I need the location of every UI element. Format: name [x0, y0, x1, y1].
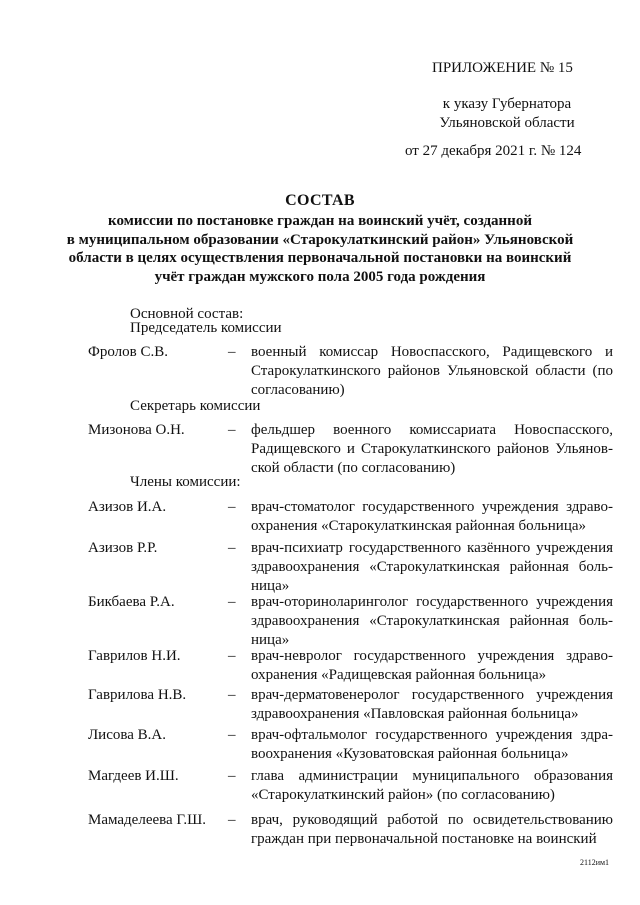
section-members: Члены комиссии:: [130, 474, 241, 490]
member-name: Азизов Р.Р.: [88, 540, 158, 556]
document-title: СОСТАВ: [285, 192, 355, 209]
member-row: [88, 539, 613, 596]
section-main-composition: Основной состав:: [130, 306, 244, 322]
member-name: Бикбаева Р.А.: [88, 594, 175, 610]
decree-date: от 27 декабря 2021 г. № 124: [405, 143, 582, 159]
member-row: [88, 686, 613, 724]
member-description: врач-психиатр государственного казённого учреждения здравоохранения «Старокулаткинская районная больница»: [251, 540, 613, 594]
member-row: [88, 647, 613, 685]
member-row: [88, 726, 613, 764]
member-dash: –: [228, 540, 236, 556]
decree-line: Ульяновской области: [439, 115, 575, 131]
appendix-number: ПРИЛОЖЕНИЕ № 15: [432, 60, 573, 76]
subtitle-line: области в целях осуществления первоначальной постановки на воинский: [68, 250, 572, 266]
decree-reference: [420, 95, 594, 133]
member-name: Магдеев И.Ш.: [88, 768, 179, 784]
section-secretary: Секретарь комиссии: [130, 398, 261, 414]
member-dash: –: [228, 727, 236, 743]
member-row: [88, 498, 613, 536]
member-dash: –: [228, 687, 236, 703]
member-dash: –: [228, 422, 236, 438]
member-row: [88, 421, 613, 478]
member-dash: –: [228, 594, 236, 610]
member-name: Лисова В.А.: [88, 727, 166, 743]
member-dash: –: [228, 812, 236, 828]
member-description: врач-невролог государственного учреждения здравоохранения «Радищевская районная больница»: [251, 648, 613, 683]
member-description: врач-офтальмолог государственного учреждения здравоохранения «Кузоватовская районная больница»: [251, 727, 613, 762]
member-row: [88, 767, 613, 805]
page-code: 2112им1: [580, 858, 610, 867]
member-row: [88, 811, 613, 849]
section-chairman: Председатель комиссии: [130, 320, 282, 336]
subtitle-line: учёт граждан мужского пола 2005 года рождения: [154, 268, 486, 285]
member-description: глава администрации муниципального образования «Старокулаткинский район» (по согласованию): [251, 768, 613, 803]
subtitle-line: в муниципальном образовании «Старокулаткинский район» Ульяновской: [66, 231, 574, 248]
member-description: врач-дерматовенеролог государственного учреждения здравоохранения «Павловская районная больница»: [251, 687, 613, 722]
document-subtitle: [0, 212, 640, 286]
member-description: врач-стоматолог государственного учреждения здравоохранения «Старокулаткинская районная больница»: [251, 499, 613, 534]
member-dash: –: [228, 768, 236, 784]
member-dash: –: [228, 648, 236, 664]
member-dash: –: [228, 499, 236, 515]
member-name: Фролов С.В.: [88, 344, 168, 360]
member-description: врач-оториноларинголог государственного учреждения здравоохранения «Старокулаткинская районная больница»: [251, 594, 613, 648]
member-description: врач, руководящий работой по освидетельствованию граждан при первоначальной постановке на воинский: [251, 812, 613, 847]
member-name: Азизов И.А.: [88, 499, 167, 515]
member-dash: –: [228, 344, 236, 360]
member-row: [88, 593, 613, 650]
member-name: Мизонова О.Н.: [88, 422, 185, 438]
member-name: Гаврилов Н.И.: [88, 648, 181, 664]
decree-line: к указу Губернатора: [442, 96, 572, 112]
member-name: Гаврилова Н.В.: [88, 687, 187, 703]
member-description: военный комиссар Новоспасского, Радищевского и Старокулаткинского районов Ульяновской области (по согласованию): [251, 344, 613, 398]
member-row: [88, 343, 613, 400]
member-name: Мамаделеева Г.Ш.: [88, 812, 207, 828]
subtitle-line: комиссии по постановке граждан на воинский учёт, созданной: [108, 213, 532, 229]
member-description: фельдшер военного комиссариата Новоспасского, Радищевского и Старокулаткинского районов Ульяновской области (по согласованию): [251, 422, 613, 476]
